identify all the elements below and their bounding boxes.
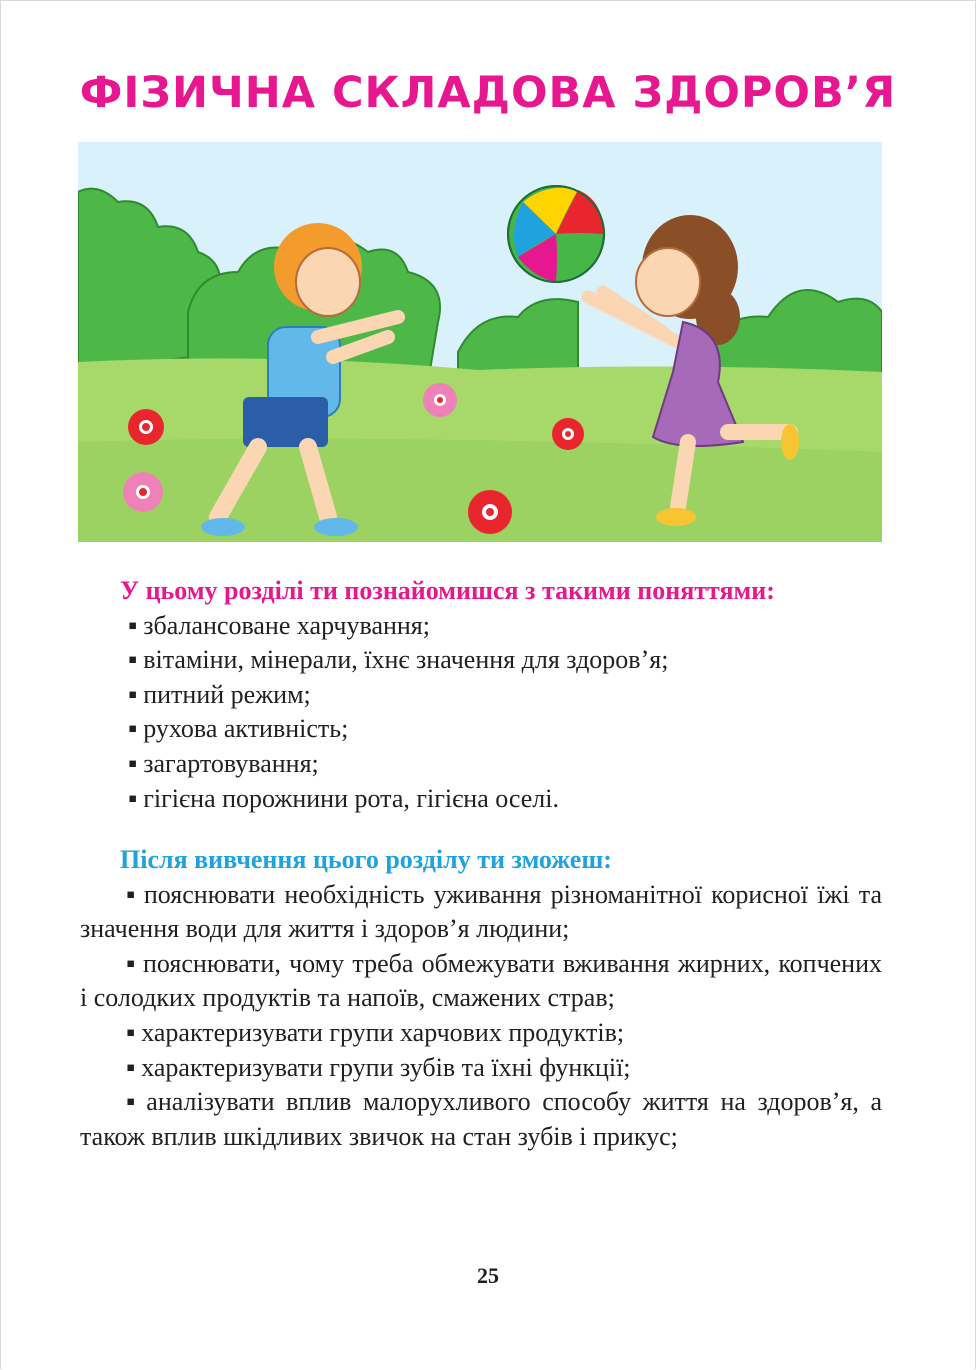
bullet-icon: ▪: [128, 610, 138, 640]
bullet-icon: ▪: [128, 645, 138, 675]
skills-section: [80, 843, 882, 1154]
bullet-icon: ▪: [126, 1017, 136, 1047]
list-item-text: аналізувати вплив малорухливого способу життя на здоров’я, а також вплив шкідливих звичок на стан зубів і прикус;: [80, 1087, 882, 1151]
list-item: [80, 712, 882, 747]
list-item-text: рухова активність;: [143, 714, 349, 744]
bullet-icon: ▪: [126, 1087, 141, 1117]
skills-heading: Після вивчення цього розділу ти зможеш:: [120, 845, 612, 874]
bullet-icon: ▪: [128, 748, 138, 778]
concepts-list: [80, 609, 882, 817]
list-item: [80, 609, 882, 644]
list-item-text: характеризувати групи зубів та їхні функції;: [141, 1052, 631, 1082]
list-item-text: збалансоване харчування;: [143, 610, 430, 640]
list-item-text: загартовування;: [143, 748, 319, 778]
bullet-icon: ▪: [126, 1052, 136, 1082]
list-item: [80, 1016, 882, 1051]
page-number: 25: [477, 1263, 499, 1288]
list-item: [80, 947, 882, 1016]
list-item-text: гігієна порожнини рота, гігієна оселі.: [143, 783, 560, 813]
list-item: [80, 1051, 882, 1086]
list-item-text: вітаміни, мінерали, їхнє значення для здоров’я;: [143, 645, 669, 675]
list-item: [80, 643, 882, 678]
list-item: [80, 1085, 882, 1154]
list-item-text: пояснювати, чому треба обмежувати вживання жирних, копчених і солодких продуктів та напоїв, смажених страв;: [80, 948, 883, 1013]
list-item: [80, 747, 882, 782]
bullet-icon: ▪: [128, 714, 138, 744]
list-item-text: пояснювати необхідність уживання різноманітної корисної їжі та значення води для життя і здоров’я людини;: [80, 879, 882, 944]
list-item: [80, 878, 882, 947]
bullet-icon: ▪: [126, 879, 138, 909]
children-playing-ball-illustration: [78, 142, 882, 542]
list-item-text: питний режим;: [143, 679, 311, 709]
concepts-heading: У цьому розділі ти познайомишся з такими поняттями:: [120, 576, 775, 605]
page-title: ФІЗИЧНА СКЛАДОВА ЗДОРОВ’Я: [79, 68, 897, 118]
bullet-icon: ▪: [126, 948, 137, 978]
bullet-icon: ▪: [128, 679, 138, 709]
list-item: [80, 678, 882, 713]
skills-list: [80, 878, 882, 1155]
bullet-icon: ▪: [128, 783, 138, 813]
list-item: [80, 782, 882, 817]
list-item-text: характеризувати групи харчових продуктів;: [141, 1017, 625, 1047]
concepts-section: [80, 574, 882, 816]
